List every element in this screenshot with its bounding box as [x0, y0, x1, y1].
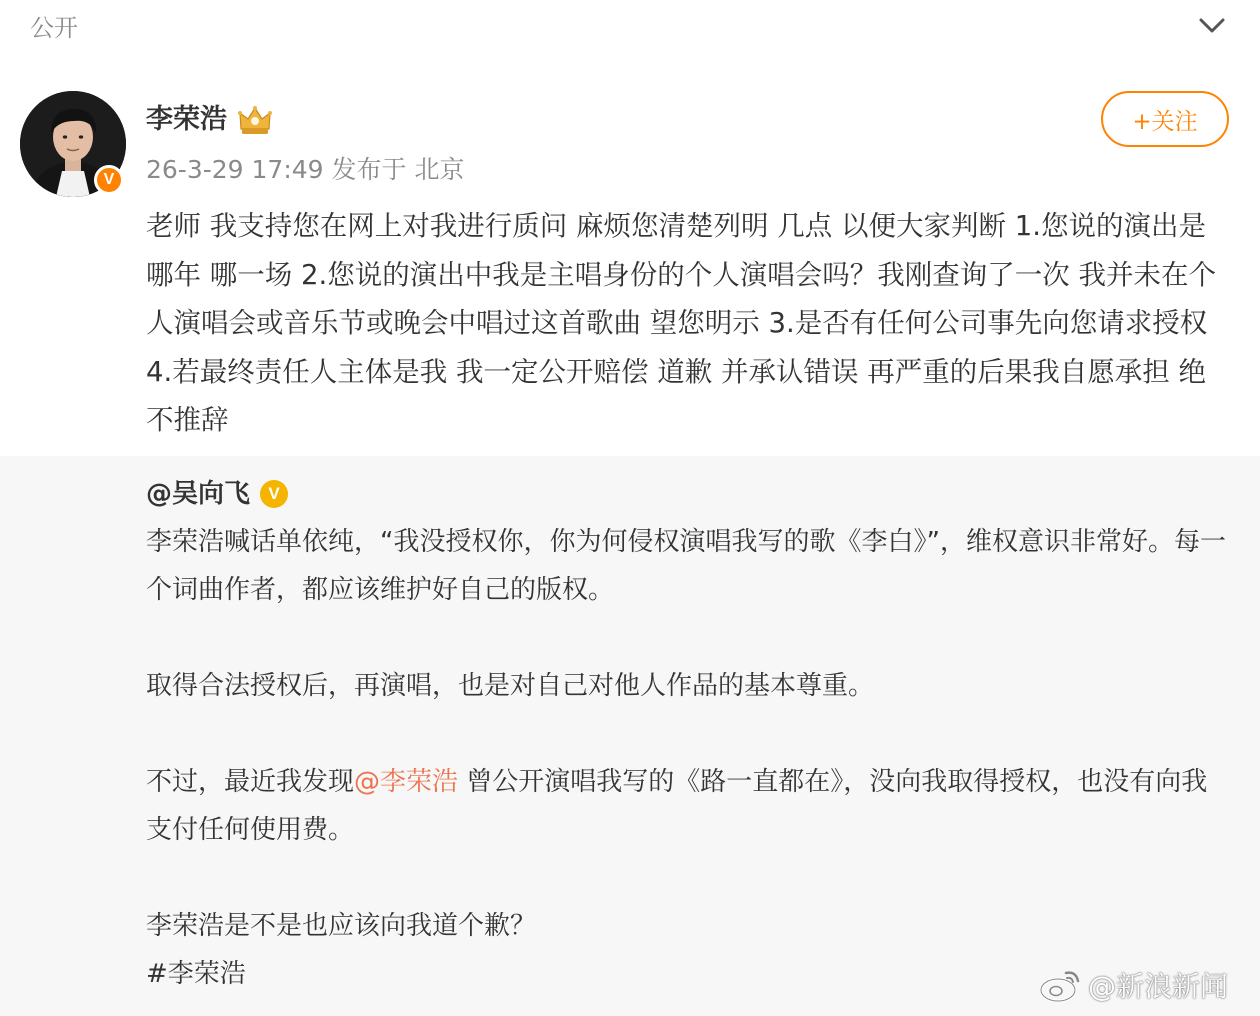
repost-author-row	[146, 474, 288, 514]
repost-paragraph-1: 李荣浩喊话单依纯，“我没授权你，你为何侵权演唱我写的歌《李白》”，维权意识非常好。每一个词曲作者，都应该维护好自己的版权。	[146, 527, 1226, 605]
author-row	[146, 100, 273, 140]
chevron-down-icon[interactable]	[1196, 12, 1228, 40]
gold-verified-icon: V	[260, 480, 288, 508]
watermark-text: @新浪新闻	[1088, 970, 1229, 1003]
hashtag-link[interactable]: #李荣浩	[146, 959, 246, 989]
post-content: 老师 我支持您在网上对我进行质问 麻烦您清楚列明 几点 以便大家判断 1.您说的演出是哪年 哪一场 2.您说的演出中我是主唱身份的个人演唱会吗？我刚查询了一次 我并未在个人演唱会或音乐节或晚会中唱过这首歌曲 望您明示 3.是否有任何公司事先向您请求授权 4.若最终责任人主体是我 我一定公开赔偿 道歉 并承认错误 再严重的后果我自愿承担 绝不推辞	[146, 210, 1216, 436]
top-bar	[0, 0, 1260, 60]
visibility-label: 公开	[30, 14, 78, 42]
repost-paragraph-3-end: 曾公开演唱我写的《路一直都在》，没向我取得授权，也没有向我支付任何使用费。	[146, 767, 1208, 845]
repost-author[interactable]: @吴向飞	[146, 479, 251, 509]
crown-badge-icon[interactable]	[237, 103, 273, 137]
weibo-logo-icon	[1038, 965, 1084, 1005]
mention-link[interactable]: @李荣浩	[354, 767, 459, 797]
repost-paragraph-4: 李荣浩是不是也应该向我道个歉？	[146, 911, 537, 941]
repost-paragraph-3	[146, 758, 1231, 854]
follow-button[interactable]: +关注	[1101, 91, 1229, 147]
author-name[interactable]: 李荣浩	[146, 104, 227, 135]
repost-paragraph-3-start: 不过，最近我发现	[146, 767, 355, 797]
verified-v-icon: V	[94, 165, 124, 195]
post-timestamp: 26-3-29 17:49	[146, 155, 324, 184]
repost-paragraph-2: 取得合法授权后，再演唱，也是对自己对他人作品的基本尊重。	[146, 671, 875, 701]
post-location: 发布于 北京	[331, 155, 465, 184]
post-meta	[146, 150, 464, 190]
watermark	[1038, 962, 1228, 1008]
